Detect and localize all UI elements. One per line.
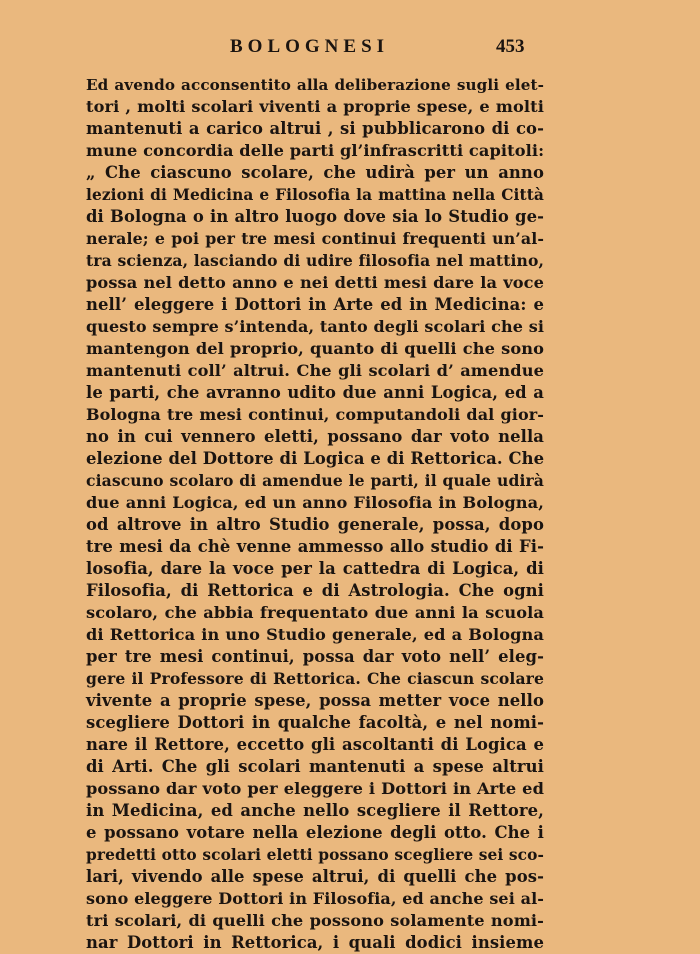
text-line: od altrove in altro Studio generale, possa, dopo [86,515,544,534]
text-line: di Bologna o in altro luogo dove sia lo Studio ge- [86,207,544,226]
running-head [0,36,700,64]
text-line: tori , molti scolari viventi a proprie spese, e molti [86,97,544,116]
text-line: le parti, che avranno udito due anni Logica, ed a [86,383,544,402]
text-line: elezione del Dottore di Logica e di Rettorica. Che [86,449,545,468]
body-text [86,74,544,954]
text-line: questo sempre s’intenda, tanto degli scolari che si [86,317,544,336]
text-line: mantenuti a carico altrui , si pubblicarono di co- [86,119,544,138]
text-line: lari, vivendo alle spese altrui, di quelli che pos- [86,867,544,886]
text-line: sono eleggere Dottori in Filosofia, ed anche sei al- [86,889,544,908]
text-line: tri scolari, di quelli che possono solamente nomi- [86,911,544,930]
text-line: due anni Logica, ed un anno Filosofia in Bologna, [86,493,544,512]
text-line: nare il Rettore, eccetto gli ascoltanti di Logica e [86,735,544,754]
text-line: nerale; e poi per tre mesi continui frequenti un’al- [86,229,544,248]
text-line: per tre mesi continui, possa dar voto nell’ eleg- [86,647,544,666]
text-line: e possano votare nella elezione degli otto. Che i [86,823,544,842]
text-line: in Medicina, ed anche nello scegliere il Rettore, [86,801,544,820]
text-line: ciascuno scolaro di amendue le parti, il quale udirà [86,471,544,490]
text-line: predetti otto scolari eletti possano scegliere sei sco- [86,846,544,864]
text-line: mantengon del proprio, quanto di quelli che sono [86,339,544,358]
text-line: Ed avendo acconsentito alla deliberazione sugli elet- [86,76,544,94]
text-line: nell’ eleggere i Dottori in Arte ed in Medicina: e [86,295,544,314]
page-number: 453 [496,36,525,57]
text-line: vivente a proprie spese, possa metter voce nello [86,691,544,710]
text-line: tra scienza, lasciando di udire filosofia nel mattino, [86,251,544,270]
text-line: Filosofia, di Rettorica e di Astrologia. Che ogni [86,581,544,600]
text-line: tre mesi da chè venne ammesso allo studio di Fi- [86,537,544,556]
text-line: „ Che ciascuno scolare, che udirà per un anno [86,163,544,182]
text-line: gere il Professore di Rettorica. Che ciascun scolare [86,669,544,688]
running-title: BOLOGNESI [230,36,390,57]
text-line: lezioni di Medicina e Filosofia la mattina nella Città [86,186,544,204]
text-line: mantenuti coll’ altrui. Che gli scolari d’ amendue [86,361,544,380]
text-line: Bologna tre mesi continui, computandoli dal gior- [86,405,544,424]
text-line: di Rettorica in uno Studio generale, ed a Bologna [86,625,544,644]
text-line: di Arti. Che gli scolari mantenuti a spese altrui [86,757,544,776]
text-line: scegliere Dottori in qualche facoltà, e nel nomi- [86,713,544,732]
text-line: no in cui vennero eletti, possano dar voto nella [86,427,544,446]
text-line: possano dar voto per eleggere i Dottori in Arte ed [86,779,544,798]
text-line: scolaro, che abbia frequentato due anni la scuola [86,603,544,622]
text-line: losofia, dare la voce per la cattedra di Logica, di [86,559,544,578]
text-line: mune concordia delle parti gl’infrascritti capitoli: [86,141,545,160]
text-line: possa nel detto anno e nei detti mesi dare la voce [86,273,544,292]
text-line: nar Dottori in Rettorica, i quali dodici insieme [86,933,544,952]
